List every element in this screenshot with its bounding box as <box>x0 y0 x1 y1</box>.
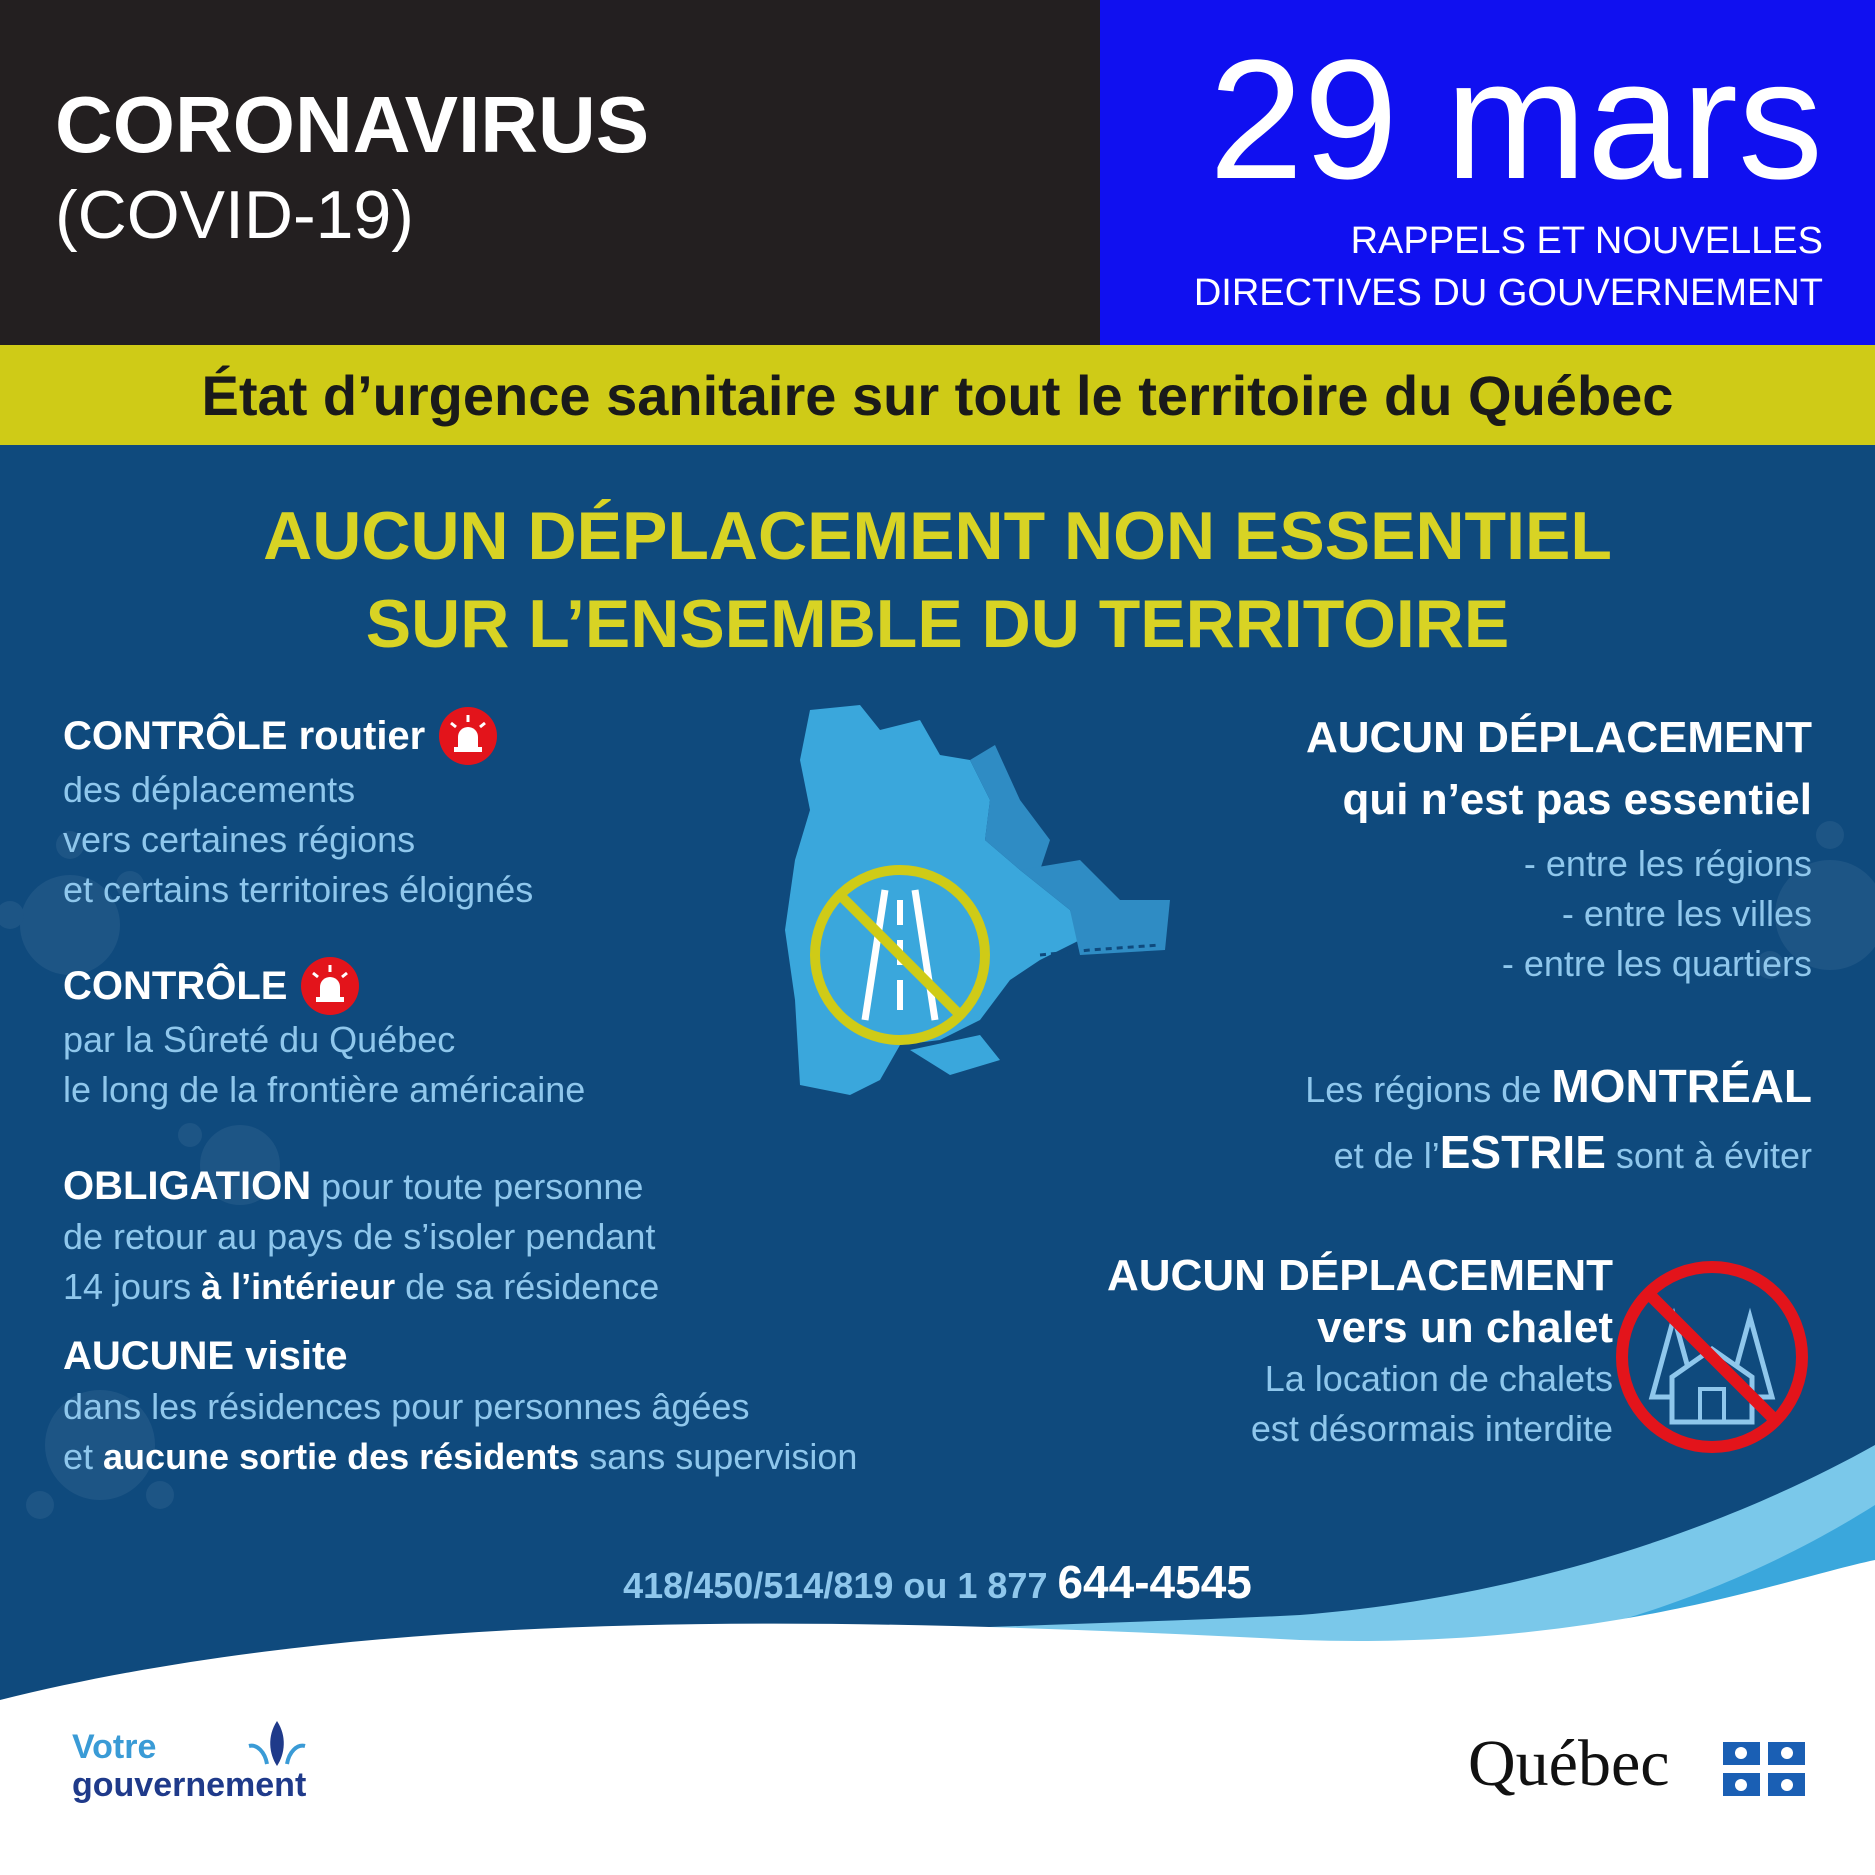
regions-estrie: ESTRIE <box>1439 1126 1606 1178</box>
controle-routier-title: CONTRÔLE <box>63 714 288 758</box>
headline-line-2: SUR L’ENSEMBLE DU TERRITOIRE <box>365 586 1510 662</box>
quebec-logo-wordmark: Québec <box>1468 1727 1670 1800</box>
controle-sq-title: CONTRÔLE <box>63 964 288 1008</box>
contact-number[interactable]: 644-4545 <box>1057 1556 1252 1608</box>
visite-block <box>63 1330 1023 1482</box>
visite-line-1: dans les résidences pour personnes âgées <box>63 1386 750 1427</box>
chalet-line-1: AUCUN DÉPLACEMENT <box>1107 1251 1613 1300</box>
header-date: 29 mars <box>1208 25 1823 215</box>
controle-sq-block <box>63 957 763 1115</box>
regions-text-a: Les régions de <box>1305 1069 1552 1110</box>
chalet-line-2: vers un chalet <box>1317 1303 1613 1352</box>
quebec-flag-icon <box>1723 1742 1805 1796</box>
header-subtitle: (COVID-19) <box>55 177 414 253</box>
header-right-panel <box>1100 0 1875 345</box>
regions-text-e: sont à éviter <box>1605 1135 1812 1176</box>
controle-sq-line-1: par la Sûreté du Québec <box>63 1019 456 1060</box>
regions-montreal: MONTRÉAL <box>1551 1060 1812 1112</box>
visite-line-2b: aucune sortie des résidents <box>103 1436 580 1477</box>
controle-routier-line-1: des déplacements <box>63 769 356 810</box>
chalet-line-3: La location de chalets <box>1264 1358 1613 1399</box>
obligation-title: OBLIGATION <box>63 1164 312 1208</box>
headline-line-1: AUCUN DÉPLACEMENT NON ESSENTIEL <box>263 498 1612 574</box>
deplacement-block <box>1052 707 1812 989</box>
controle-routier-line-2: vers certaines régions <box>63 819 416 860</box>
deplacement-item-1: - entre les régions <box>1523 843 1812 884</box>
header-tagline-1: RAPPELS ET NOUVELLES <box>1350 220 1823 262</box>
siren-icon <box>301 957 359 1015</box>
controle-routier-line-3: et certains territoires éloignés <box>63 869 534 910</box>
controle-routier-title-rest: routier <box>298 714 426 758</box>
contact-phones: 418/450/514/819 ou 1 877 <box>623 1565 1058 1606</box>
deplacement-item-3: - entre les quartiers <box>1501 943 1812 984</box>
emergency-banner <box>0 345 1875 445</box>
votre-gouvernement-logo <box>72 1728 306 1804</box>
visite-title: AUCUNE <box>63 1334 235 1378</box>
logo-gouvernement: gouvernement <box>72 1766 307 1804</box>
deplacement-item-2: - entre les villes <box>1561 893 1812 934</box>
visite-line-2c: sans supervision <box>579 1436 858 1477</box>
regions-text-c: et de l’ <box>1333 1135 1440 1176</box>
chalet-line-4: est désormais interdite <box>1250 1408 1613 1449</box>
visite-line-2a: et <box>63 1436 104 1477</box>
logo-votre: Votre <box>72 1728 157 1766</box>
header-left-panel <box>0 0 1100 345</box>
deplacement-line-2: qui n’est pas essentiel <box>1342 775 1812 824</box>
obligation-line-3a: 14 jours <box>63 1266 202 1307</box>
visite-title-rest: visite <box>234 1334 348 1378</box>
chalet-block <box>913 1250 1613 1454</box>
deplacement-line-1: AUCUN DÉPLACEMENT <box>1306 713 1812 762</box>
obligation-line-2: de retour au pays de s’isoler pendant <box>63 1216 656 1257</box>
no-chalet-icon <box>1612 1257 1812 1457</box>
regions-block <box>1052 1055 1812 1187</box>
emergency-banner-text: État d’urgence sanitaire sur tout le territoire du Québec <box>201 364 1674 427</box>
siren-icon <box>439 707 497 765</box>
obligation-line-3c: de sa résidence <box>395 1266 660 1307</box>
obligation-line-3b: à l’intérieur <box>201 1266 396 1307</box>
controle-routier-block <box>63 707 763 915</box>
header-tagline-2: DIRECTIVES DU GOUVERNEMENT <box>1193 272 1823 314</box>
controle-sq-line-2: le long de la frontière américaine <box>63 1069 586 1110</box>
header-title: CORONAVIRUS <box>55 80 650 169</box>
obligation-block <box>63 1160 823 1312</box>
fleur-de-lis-icon <box>237 1716 317 1776</box>
obligation-title-rest: pour toute personne <box>311 1166 644 1207</box>
